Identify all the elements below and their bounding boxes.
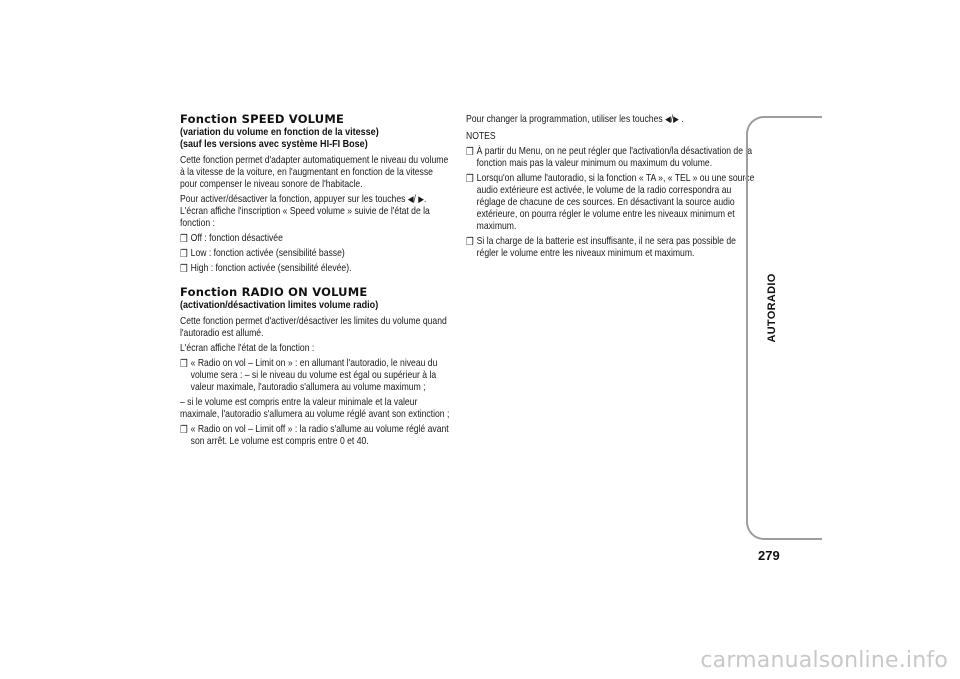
checkbox-bullet-icon: ❒ [180, 358, 188, 370]
note-item [466, 145, 757, 169]
paragraph-text: . L'écran affiche l'inscription « Speed volume » suivie de l'état de la fonction : [180, 193, 430, 229]
checkbox-bullet-icon: ❒ [180, 424, 188, 436]
left-column [180, 113, 450, 447]
section-title-radio-on-volume: Fonction RADIO ON VOLUME [180, 285, 368, 299]
list-item-text: Off : fonction désactivée [190, 232, 283, 244]
chapter-tab [746, 116, 822, 540]
paragraph-text: Pour changer la programmation, utiliser les touches [466, 113, 663, 125]
list-item [180, 357, 461, 393]
paragraph-text: . [681, 113, 684, 125]
section-subtitle: (variation du volume en fonction de la vitesse) [180, 126, 379, 138]
checkbox-bullet-icon: ❒ [466, 173, 474, 185]
chapter-tab-label [764, 248, 780, 368]
paragraph [180, 193, 450, 229]
note-item-text: À partir du Menu, on ne peut régler que l'activation/la désactivation de la fonction mais pas la valeur minimum ou maximum du volume. [476, 145, 753, 169]
checkbox-bullet-icon: ❒ [180, 248, 188, 260]
page-number: 279 [758, 548, 780, 563]
section-subtitle: (sauf les versions avec système HI-FI Bose) [180, 138, 368, 150]
section-title-speed-volume: Fonction SPEED VOLUME [180, 112, 345, 126]
list-item [180, 423, 461, 447]
list-item-text: Low : fonction activée (sensibilité basse) [190, 247, 345, 259]
arrow-left-icon: ◀ [665, 114, 671, 124]
arrow-right-icon: ▶ [673, 114, 679, 124]
checkbox-bullet-icon: ❒ [180, 233, 188, 245]
paragraph: Cette fonction permet d'adapter automatiquement le niveau du volume à la vitesse de la voiture, en l'augmentant en fonction de la vitesse pour compenser le niveau sonore de l'habitacle. [180, 154, 449, 190]
watermark: carmanualsonline.info [700, 648, 948, 673]
paragraph-text: Pour activer/désactiver la fonction, appuyer sur les touches [180, 193, 406, 205]
checkbox-bullet-icon: ❒ [466, 236, 474, 248]
list-item [180, 262, 461, 274]
list-item-text: High : fonction activée (sensibilité élevée). [190, 262, 352, 274]
arrow-right-icon: ▶ [418, 194, 424, 204]
note-item [466, 172, 757, 232]
list-item [180, 232, 461, 244]
paragraph: L'écran affiche l'état de la fonction : [180, 342, 315, 354]
slash: / [413, 193, 416, 205]
list-item-text: « Radio on vol – Limit on » : en allumant l'autoradio, le niveau du volume sera : – si le niveau du volume est égal ou supérieur à la valeur maximale, l'autoradio s'allumera au volume maximum ; [190, 357, 438, 393]
note-item-text: Si la charge de la batterie est insuffisante, il ne sera pas possible de régler le volume entre les niveaux minimum et maximum. [476, 235, 736, 259]
paragraph [466, 113, 746, 125]
paragraph: Cette fonction permet d'activer/désactiver les limites du volume quand l'autoradio est allumé. [180, 315, 447, 339]
right-column [466, 113, 755, 259]
chapter-tab-text: AUTORADIO [766, 273, 778, 343]
arrow-left-icon: ◀ [407, 194, 414, 204]
list-item [180, 247, 461, 259]
checkbox-bullet-icon: ❒ [466, 146, 474, 158]
note-item [466, 235, 757, 259]
slash: / [670, 113, 674, 125]
note-item-text: Lorsqu'on allume l'autoradio, si la fonction « TA », « TEL » ou une source audio extérieure est activée, le volume de la radio correspondra au réglage de chacune de ces sources. En désactivant la source audio extérieure, on pourra régler le volume entre les niveaux minimum et maximum. [476, 172, 755, 232]
list-item-text: « Radio on vol – Limit off » : la radio s'allume au volume réglé avant son arrêt. Le volume est compris entre 0 et 40. [190, 423, 449, 447]
section-subtitle: (activation/désactivation limites volume radio) [180, 299, 379, 311]
paragraph: – si le volume est compris entre la valeur minimale et la valeur maximale, l'autoradio s'allumera au volume réglé avant son extinction ; [180, 396, 450, 420]
checkbox-bullet-icon: ❒ [180, 263, 188, 275]
notes-label: NOTES [466, 130, 496, 142]
